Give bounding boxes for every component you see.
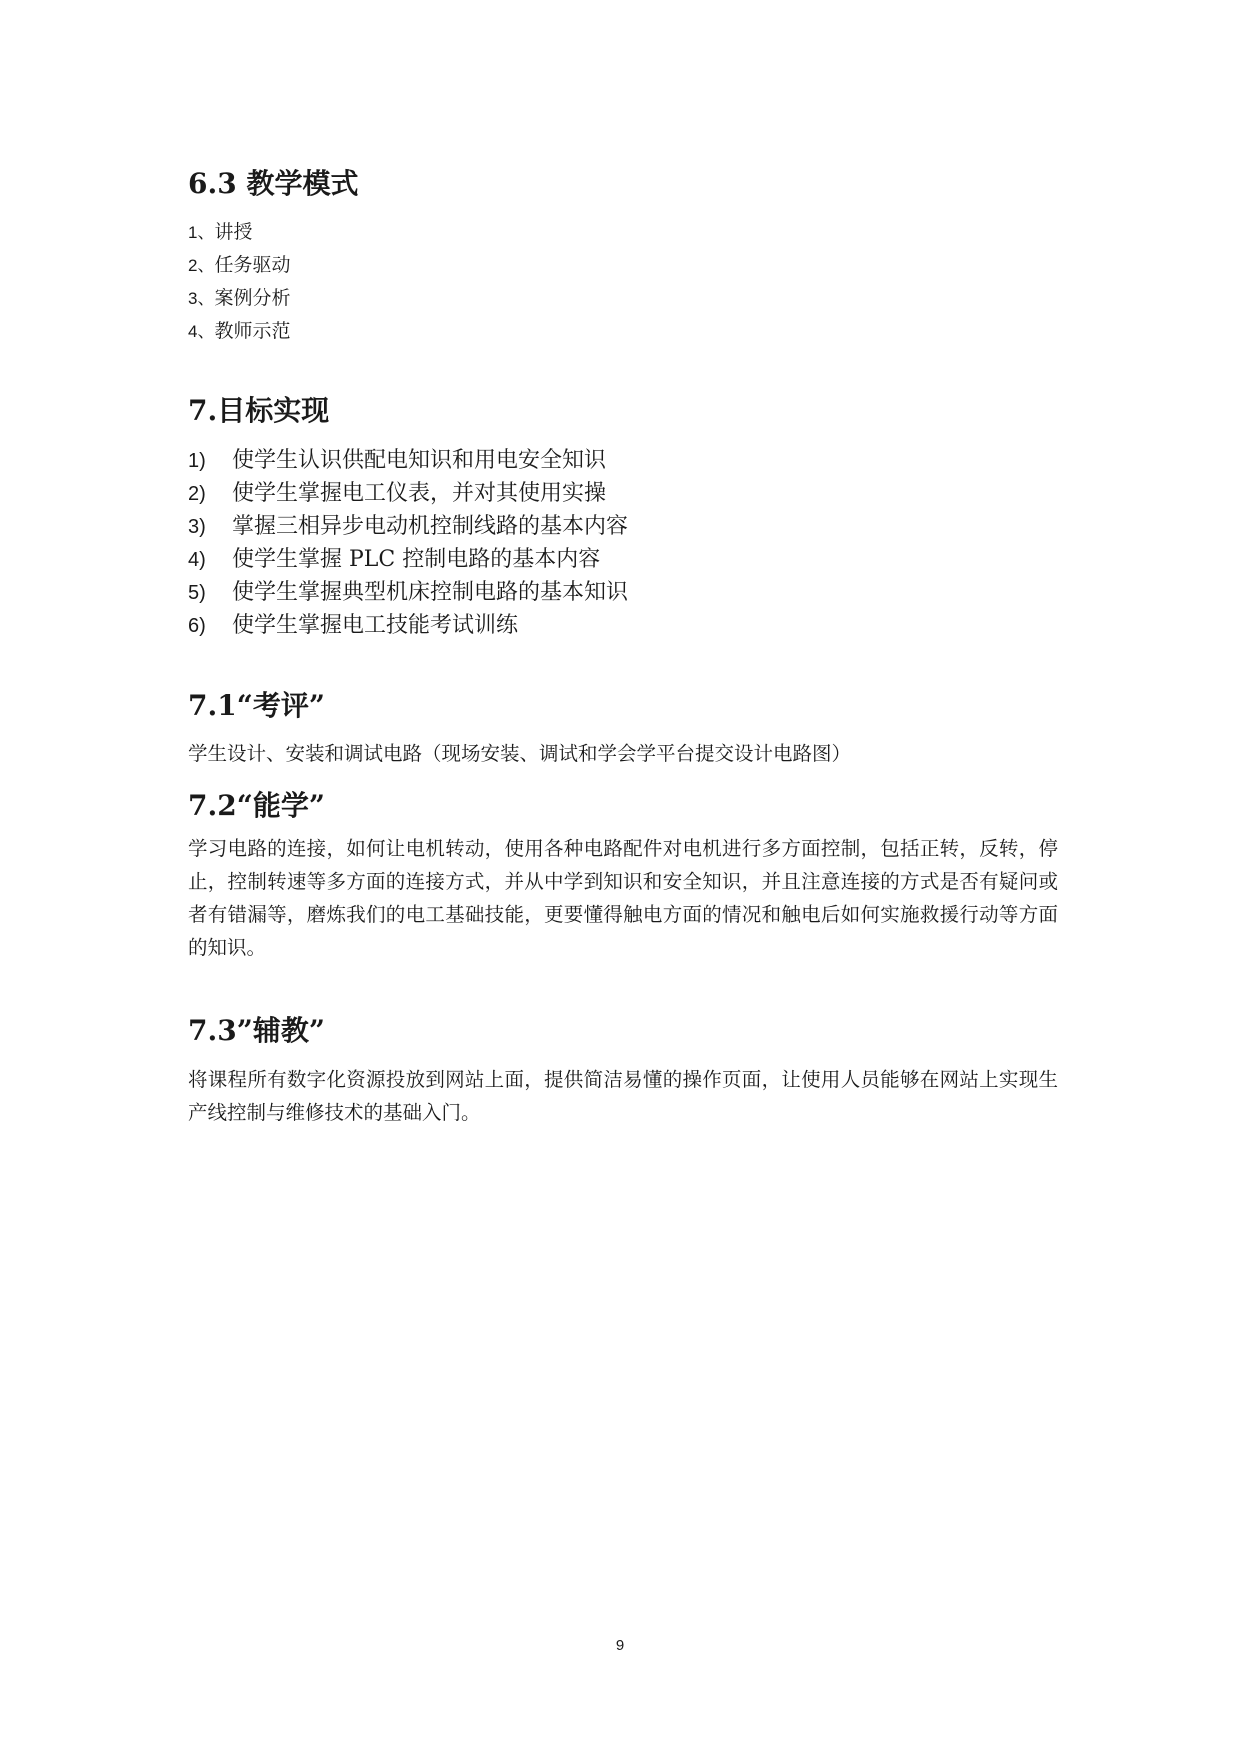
page-number: 9 xyxy=(615,1637,625,1654)
list-item-number: 6) xyxy=(188,615,206,637)
heading-7-2: 7.2“能学” xyxy=(188,789,325,822)
list-item-number: 1、 xyxy=(188,223,215,242)
heading-7: 7.目标实现 xyxy=(188,394,330,427)
list-item-number: 4) xyxy=(188,549,206,571)
paragraph-support: 将课程所有数字化资源投放到网站上面，提供简洁易懂的操作页面，让使用人员能够在网站上实现生产线控制与维修技术的基础入门。 xyxy=(188,1068,1058,1124)
goal-list xyxy=(188,444,628,642)
list-item-text: 任务驱动 xyxy=(214,254,291,276)
list-item xyxy=(188,282,290,315)
list-item xyxy=(188,609,628,642)
paragraph-learning: 学习电路的连接，如何让电机转动，使用各种电路配件对电机进行多方面控制，包括正转，反转，停止，控制转速等多方面的连接方式，并从中学到知识和安全知识，并且注意连接的方式是否有疑问或者有错漏等，磨炼我们的电工基础技能，更要懂得触电方面的情况和触电后如何实施救援行动等方面的知识。 xyxy=(188,837,1058,959)
list-item xyxy=(188,315,290,348)
list-item-text: 掌握三相异步电动机控制线路的基本内容 xyxy=(232,514,629,539)
list-item-number: 4、 xyxy=(188,322,215,341)
list-item-number: 2、 xyxy=(188,256,215,275)
list-item xyxy=(188,477,628,510)
list-item-text: 使学生认识供配电知识和用电安全知识 xyxy=(232,448,607,473)
heading-7-3: 7.3”辅教” xyxy=(188,1014,325,1047)
list-item-text: 使学生掌握 PLC 控制电路的基本内容 xyxy=(232,547,601,572)
list-item xyxy=(188,216,290,249)
list-item xyxy=(188,543,628,576)
list-item-number: 1) xyxy=(188,450,206,472)
list-item-text: 案例分析 xyxy=(214,287,291,309)
list-item-text: 使学生掌握电工技能考试训练 xyxy=(232,613,519,638)
list-item xyxy=(188,249,290,282)
paragraph-assessment: 学生设计、安装和调试电路（现场安装、调试和学会学平台提交设计电路图） xyxy=(188,742,852,765)
list-item xyxy=(188,444,628,477)
list-item-number: 2) xyxy=(188,483,206,505)
list-item-text: 使学生掌握电工仪表，并对其使用实操 xyxy=(232,481,607,506)
list-item xyxy=(188,510,628,543)
heading-7-1: 7.1“考评” xyxy=(188,689,325,722)
list-item xyxy=(188,576,628,609)
list-item-number: 5) xyxy=(188,582,206,604)
list-item-text: 使学生掌握典型机床控制电路的基本知识 xyxy=(232,580,629,605)
heading-6-3: 6.3 教学模式 xyxy=(188,167,359,200)
list-item-text: 教师示范 xyxy=(214,320,291,342)
teaching-mode-list xyxy=(188,216,290,348)
list-item-number: 3) xyxy=(188,516,206,538)
list-item-text: 讲授 xyxy=(214,221,253,243)
list-item-number: 3、 xyxy=(188,289,215,308)
